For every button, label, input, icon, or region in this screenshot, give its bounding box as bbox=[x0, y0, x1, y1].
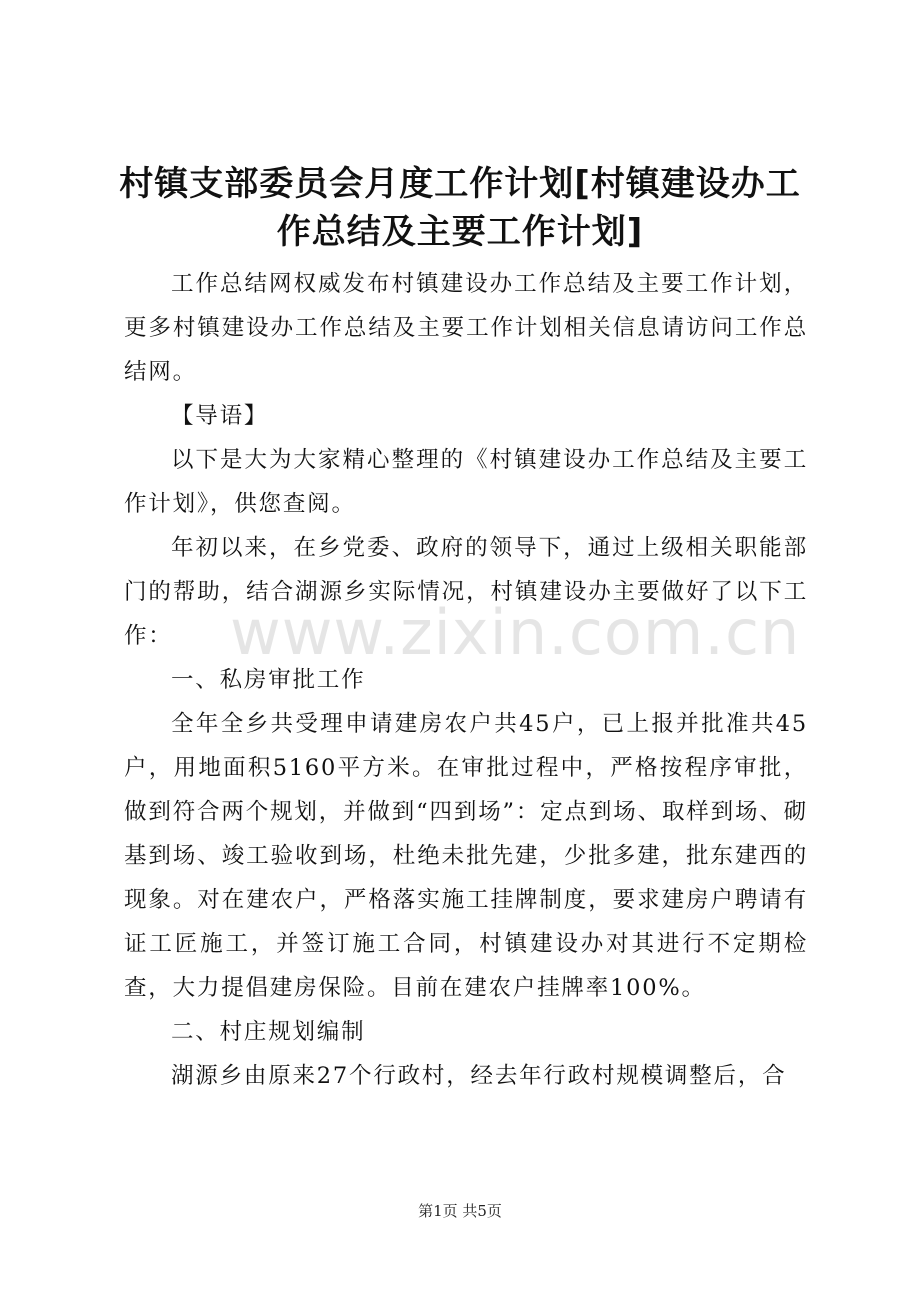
document-body bbox=[124, 262, 808, 1098]
paragraph-intro: 工作总结网权威发布村镇建设办工作总结及主要工作计划，更多村镇建设办工作总结及主要工作计划相关信息请访问工作总结网。 bbox=[124, 271, 808, 385]
paragraph-section-1: 全年全乡共受理申请建房农户共45户，已上报并批准共45户，用地面积5160平方米。在审批过程中，严格按程序审批，做到符合两个规划，并做到“四到场”：定点到场、取样到场、砌基到场、竣工验收到场，杜绝未批先建，少批多建，批东建西的现象。对在建农户，严格落实施工挂牌制度，要求建房户聘请有证工匠施工，并签订施工合同，村镇建设办对其进行不定期检查，大力提倡建房保险。目前在建农户挂牌率100%。 bbox=[124, 711, 808, 1001]
page-footer: 第1页 共5页 bbox=[418, 1202, 502, 1220]
section-heading-2: 二、村庄规划编制 bbox=[171, 1019, 366, 1045]
watermark: www.zixin.com.cn bbox=[230, 596, 801, 669]
paragraph-guide: 以下是大为大家精心整理的《村镇建设办工作总结及主要工作计划》，供您查阅。 bbox=[124, 447, 808, 517]
section-heading-1: 一、私房审批工作 bbox=[171, 667, 366, 693]
document-title: 村镇支部委员会月度工作计划[村镇建设办工作总结及主要工作计划] bbox=[119, 164, 801, 252]
paragraph-section-2: 湖源乡由原来27个行政村，经去年行政村规模调整后，合 bbox=[171, 1063, 787, 1089]
paragraph-overview: 年初以来，在乡党委、政府的领导下，通过上级相关职能部门的帮助，结合湖源乡实际情况，村镇建设办主要做好了以下工作： bbox=[124, 535, 808, 649]
paragraph-guide-heading: 【导语】 bbox=[171, 403, 269, 429]
